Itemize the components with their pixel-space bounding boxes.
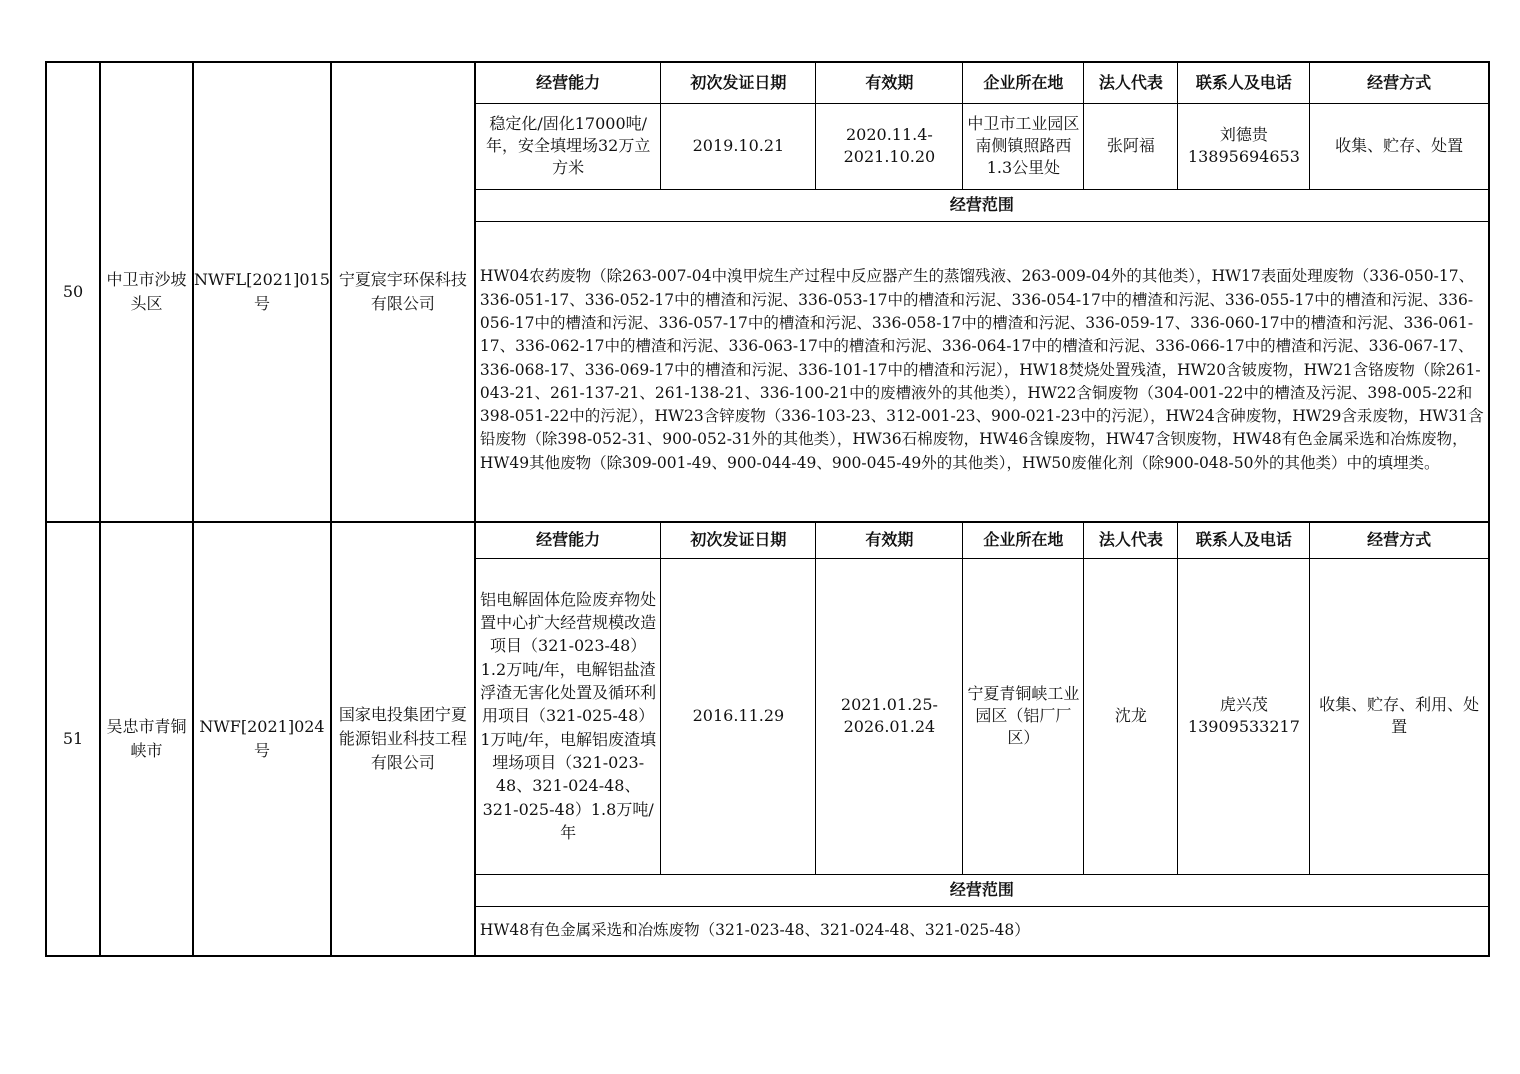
contact-name: 刘德贵 bbox=[1219, 125, 1268, 144]
header-mode: 经营方式 bbox=[1310, 63, 1488, 103]
header-scope: 经营范围 bbox=[476, 189, 1488, 221]
record-row-51 bbox=[46, 522, 1489, 956]
scope-row bbox=[476, 906, 1488, 955]
header-contact: 联系人及电话 bbox=[1178, 523, 1310, 558]
record-company: 国家电投集团宁夏能源铝业科技工程有限公司 bbox=[331, 522, 475, 956]
value-location: 宁夏青铜峡工业园区（铝厂厂区） bbox=[963, 558, 1084, 874]
record-number: 50 bbox=[46, 62, 100, 522]
value-scope: HW04农药废物（除263-007-04中溴甲烷生产过程中反应器产生的蒸馏残液、263-009-04外的其他类），HW17表面处理废物（336-050-17、336-051-17、336-052-17中的槽渣和污泥、336-053-17中的槽渣和污泥、336-054-17中的槽渣和污泥、336-055-17中的槽渣和污泥、336-056-17中的槽渣和污泥、336-057-17中的槽渣和污泥、336-058-17中的槽渣和污泥、336-059-17、336-060-17中的槽渣和污泥、336-061-17、336-062-17中的槽渣和污泥、336-063-17中的槽渣和污泥、336-064-17中的槽渣和污泥、336-066-17中的槽渣和污泥、336-067-17、336-068-17、336-069-17中的槽渣和污泥、336-101-17中的槽渣和污泥），HW18焚烧处置残渣，HW20含铍废物，HW21含铬废物（除261-043-21、261-137-21、261-138-21、336-100-21中的废槽液外的其他类），HW22含铜废物（304-001-22中的槽渣及污泥、398-005-22和398-051-22中的污泥），HW23含锌废物（336-103-23、312-001-23、900-021-23中的污泥），HW24含砷废物，HW29含汞废物，HW31含铅废物（除398-052-31、900-052-31外的其他类），HW36石棉废物，HW46含镍废物，HW47含钡废物，HW48有色金属采选和冶炼废物，HW49其他废物（除309-001-49、900-044-49、900-045-49外的其他类），HW50废催化剂（除900-048-50外的其他类）中的填埋类。 bbox=[476, 221, 1488, 519]
header-validity: 有效期 bbox=[816, 523, 963, 558]
contact-name: 虎兴茂 bbox=[1219, 695, 1268, 714]
header-mode: 经营方式 bbox=[1310, 523, 1488, 558]
record-region: 中卫市沙坡头区 bbox=[100, 62, 193, 522]
contact-phone: 13909533217 bbox=[1187, 717, 1300, 736]
value-location: 中卫市工业园区南侧镇照路西1.3公里处 bbox=[963, 103, 1084, 189]
scope-header-row bbox=[476, 874, 1488, 906]
header-scope: 经营范围 bbox=[476, 874, 1488, 906]
value-mode: 收集、贮存、利用、处置 bbox=[1310, 558, 1488, 874]
permit-table bbox=[45, 61, 1490, 957]
header-legal-rep: 法人代表 bbox=[1084, 523, 1178, 558]
value-mode: 收集、贮存、处置 bbox=[1310, 103, 1488, 189]
record-license-no: NWF[2021]024号 bbox=[193, 522, 331, 956]
value-capacity: 稳定化/固化17000吨/年，安全填埋场32万立方米 bbox=[476, 103, 661, 189]
value-legal-rep: 张阿福 bbox=[1084, 103, 1178, 189]
value-first-issue-date: 2019.10.21 bbox=[661, 103, 816, 189]
header-validity: 有效期 bbox=[816, 63, 963, 103]
value-contact bbox=[1178, 103, 1310, 189]
details-header-row bbox=[476, 63, 1488, 103]
permit-document bbox=[45, 61, 1490, 957]
record-row-50 bbox=[46, 62, 1489, 522]
record-details bbox=[475, 522, 1489, 956]
value-first-issue-date: 2016.11.29 bbox=[661, 558, 816, 874]
contact-phone: 13895694653 bbox=[1187, 147, 1300, 166]
details-value-row bbox=[476, 558, 1488, 874]
value-legal-rep: 沈龙 bbox=[1084, 558, 1178, 874]
value-contact bbox=[1178, 558, 1310, 874]
details-header-row bbox=[476, 523, 1488, 558]
header-contact: 联系人及电话 bbox=[1178, 63, 1310, 103]
record-number: 51 bbox=[46, 522, 100, 956]
header-location: 企业所在地 bbox=[963, 63, 1084, 103]
details-value-row bbox=[476, 103, 1488, 189]
details-table bbox=[476, 523, 1488, 955]
value-validity: 2020.11.4-2021.10.20 bbox=[816, 103, 963, 189]
scope-row bbox=[476, 221, 1488, 519]
details-table bbox=[476, 63, 1488, 519]
record-license-no: NWFL[2021]015号 bbox=[193, 62, 331, 522]
header-capacity: 经营能力 bbox=[476, 63, 661, 103]
value-scope: HW48有色金属采选和冶炼废物（321-023-48、321-024-48、321-025-48） bbox=[476, 906, 1488, 955]
record-region: 吴忠市青铜峡市 bbox=[100, 522, 193, 956]
header-legal-rep: 法人代表 bbox=[1084, 63, 1178, 103]
header-capacity: 经营能力 bbox=[476, 523, 661, 558]
header-first-issue-date: 初次发证日期 bbox=[661, 523, 816, 558]
record-details bbox=[475, 62, 1489, 522]
scope-header-row bbox=[476, 189, 1488, 221]
record-company: 宁夏宸宇环保科技有限公司 bbox=[331, 62, 475, 522]
value-validity: 2021.01.25-2026.01.24 bbox=[816, 558, 963, 874]
header-first-issue-date: 初次发证日期 bbox=[661, 63, 816, 103]
value-capacity: 铝电解固体危险废弃物处置中心扩大经营规模改造项目（321-023-48）1.2万吨/年，电解铝盐渣浮渣无害化处置及循环利用项目（321-025-48）1万吨/年，电解铝废渣填埋场项目（321-023-48、321-024-48、321-025-48）1.8万吨/年 bbox=[476, 558, 661, 874]
header-location: 企业所在地 bbox=[963, 523, 1084, 558]
